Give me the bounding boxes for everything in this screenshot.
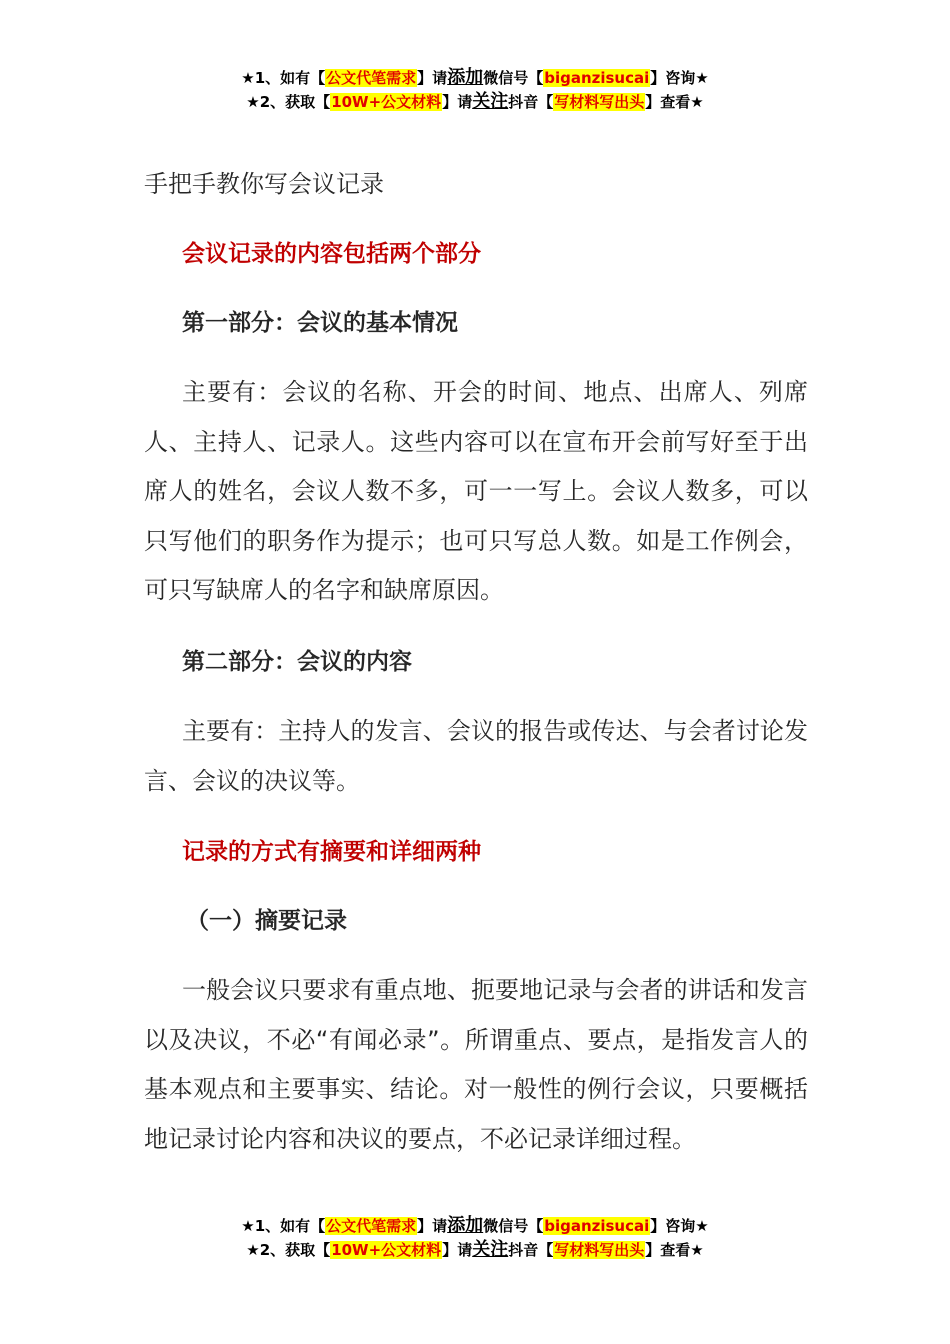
banner-text: 】请 <box>417 1217 448 1235</box>
part1-paragraph: 主要有：会议的名称、开会的时间、地点、出席人、列席人、主持人、记录人。这些内容可以在宣布开会前写好至于出席人的姓名，会议人数不多，可一一写上。会议人数多，可以只写他们的职务作为提示；也可只写总人数。如是工作例会，可只写缺席人的名字和缺席原因。 <box>144 378 808 604</box>
banner-text: 】咨询★ <box>650 1217 709 1235</box>
banner-text: 】咨询★ <box>650 69 709 87</box>
banner-text: ★2、获取【 <box>246 93 331 111</box>
part2-paragraph: 主要有：主持人的发言、会议的报告或传达、与会者讨论发言、会议的决议等。 <box>144 717 808 795</box>
banner-text: 】查看★ <box>645 93 704 111</box>
banner-highlight: 写材料写出头 <box>554 93 645 111</box>
part2-heading: 第二部分：会议的内容 <box>182 649 412 675</box>
banner-line-1 <box>0 1214 950 1238</box>
bottom-banner <box>0 1214 950 1262</box>
banner-line-2 <box>0 90 950 114</box>
banner-underline: 关注 <box>472 1239 509 1260</box>
banner-text: 】请 <box>442 93 473 111</box>
banner-highlight: 10W+公文材料 <box>331 1241 442 1259</box>
banner-text: ★1、如有【 <box>241 69 326 87</box>
banner-text: 抖音【 <box>508 93 554 111</box>
banner-text: 微信号【 <box>483 1217 544 1235</box>
banner-line-2 <box>0 1238 950 1262</box>
banner-text: ★2、获取【 <box>246 1241 331 1259</box>
section-heading-content-parts: 会议记录的内容包括两个部分 <box>182 241 481 267</box>
banner-highlight: 公文代笔需求 <box>326 69 417 87</box>
banner-highlight: 10W+公文材料 <box>331 93 442 111</box>
banner-underline: 添加 <box>447 1215 484 1236</box>
banner-highlight: 公文代笔需求 <box>326 1217 417 1235</box>
banner-text: 抖音【 <box>508 1241 554 1259</box>
top-banner <box>0 66 950 114</box>
banner-text: ★1、如有【 <box>241 1217 326 1235</box>
page-title: 手把手教你写会议记录 <box>144 170 384 198</box>
summary-record-paragraph: 一般会议只要求有重点地、扼要地记录与会者的讲话和发言以及决议，不必“有闻必录”。所谓重点、要点，是指发言人的基本观点和主要事实、结论。对一般性的例行会议，只要概括地记录讨论内容和决议的要点，不必记录详细过程。 <box>144 976 808 1153</box>
banner-text: 】查看★ <box>645 1241 704 1259</box>
banner-text: 】请 <box>417 69 448 87</box>
banner-underline: 添加 <box>447 67 484 88</box>
banner-line-1 <box>0 66 950 90</box>
summary-record-heading: （一）摘要记录 <box>186 908 347 934</box>
banner-highlight: 写材料写出头 <box>554 1241 645 1259</box>
section-heading-record-methods: 记录的方式有摘要和详细两种 <box>182 839 481 865</box>
banner-highlight: biganzisucai <box>544 1217 650 1235</box>
banner-underline: 关注 <box>472 91 509 112</box>
banner-text: 】请 <box>442 1241 473 1259</box>
banner-text: 微信号【 <box>483 69 544 87</box>
part1-heading: 第一部分：会议的基本情况 <box>182 310 458 336</box>
banner-highlight: biganzisucai <box>544 69 650 87</box>
